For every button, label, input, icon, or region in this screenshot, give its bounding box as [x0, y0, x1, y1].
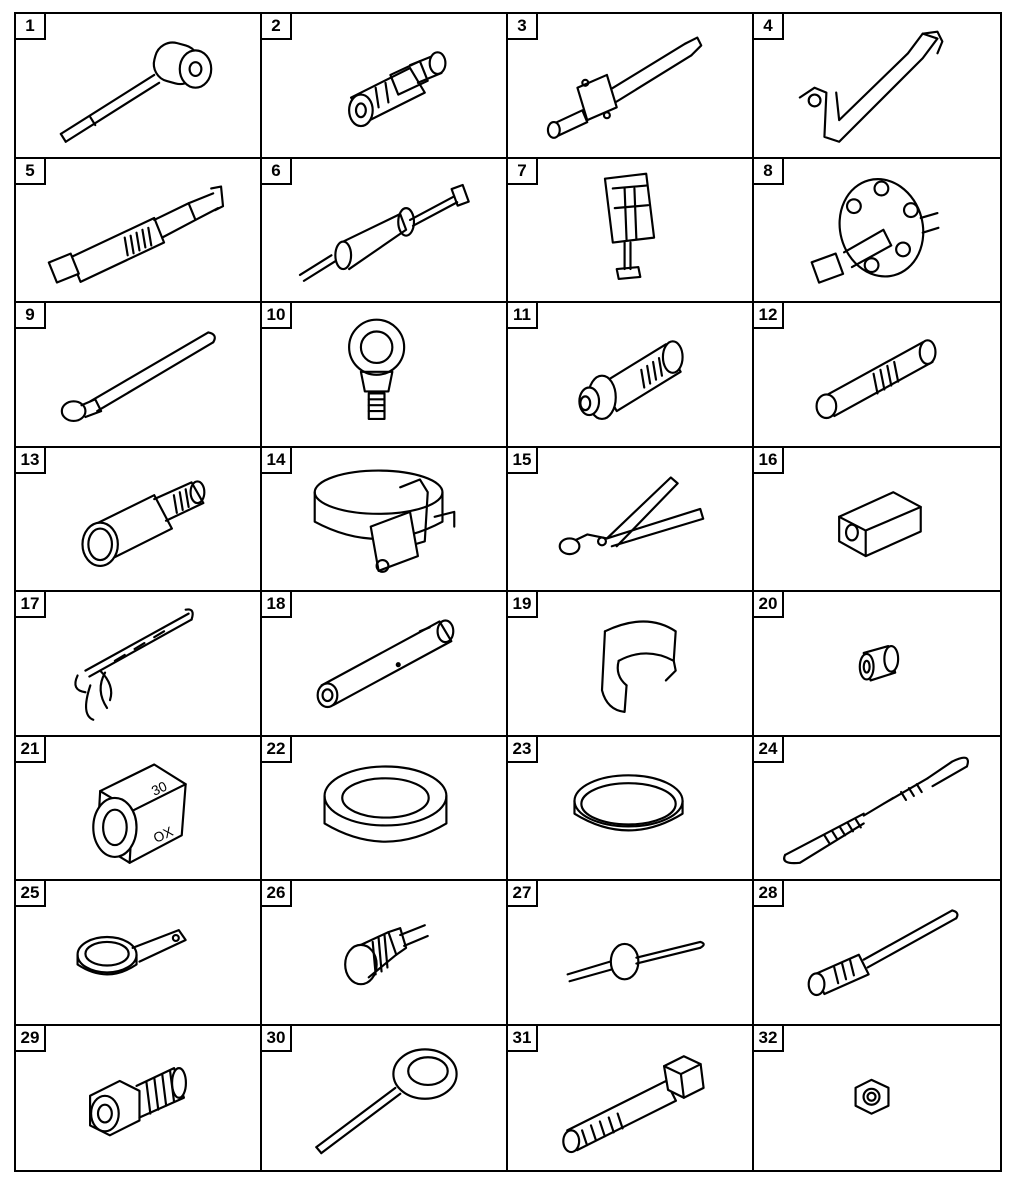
tool-cell-14	[262, 448, 508, 593]
clamp-fixture-icon	[508, 159, 752, 302]
threaded-fitting-icon	[16, 1026, 260, 1171]
tool-cell-32	[754, 1026, 1000, 1171]
tool-number: 22	[262, 737, 292, 763]
tool-number: 13	[16, 448, 46, 474]
tool-number: 24	[754, 737, 784, 763]
tool-number: 28	[754, 881, 784, 907]
svg-text:30: 30	[149, 778, 170, 799]
slide-hammer-icon	[262, 159, 506, 302]
tool-cell-23	[508, 737, 754, 882]
tool-number: 32	[754, 1026, 784, 1052]
tool-number: 8	[754, 159, 784, 185]
tool-number: 10	[262, 303, 292, 329]
tool-cell-21	[16, 737, 262, 882]
tool-number: 9	[16, 303, 46, 329]
thin-ring-icon	[508, 737, 752, 880]
tool-cell-4	[754, 14, 1000, 159]
tool-number: 19	[508, 592, 538, 618]
threaded-rod-icon	[754, 881, 1000, 1024]
tool-cell-13	[16, 448, 262, 593]
tool-cell-30	[262, 1026, 508, 1171]
tool-cell-27	[508, 881, 754, 1026]
tool-cell-18	[262, 592, 508, 737]
tool-number: 17	[16, 592, 46, 618]
tool-number: 30	[262, 1026, 292, 1052]
tool-cell-8	[754, 159, 1000, 304]
flange-puller-icon	[754, 159, 1000, 302]
tool-cell-3	[508, 14, 754, 159]
tool-number: 7	[508, 159, 538, 185]
tool-number: 1	[16, 14, 46, 40]
tool-cell-1	[16, 14, 262, 159]
sleeve-driver-icon	[16, 448, 260, 591]
band-clamp-icon	[262, 448, 506, 591]
tool-cell-15	[508, 448, 754, 593]
tool-number: 4	[754, 14, 784, 40]
tool-cell-25	[16, 881, 262, 1026]
tool-number: 27	[508, 881, 538, 907]
tool-cell-24	[754, 737, 1000, 882]
tool-cell-2	[262, 14, 508, 159]
tool-cell-29	[16, 1026, 262, 1171]
bent-lever-icon	[754, 14, 1000, 157]
tool-number: 15	[508, 448, 538, 474]
tool-cell-7	[508, 159, 754, 304]
spring-wire-loop-icon	[754, 737, 1000, 880]
tool-number: 23	[508, 737, 538, 763]
ring-spanner-icon	[16, 881, 260, 1024]
small-bushing-icon	[754, 592, 1000, 735]
tool-number: 21	[16, 737, 46, 763]
tool-cell-11	[508, 303, 754, 448]
curved-support-icon	[508, 592, 752, 735]
tool-number: 25	[16, 881, 46, 907]
stepped-adapter-icon	[262, 14, 506, 157]
pin-spanner-icon	[262, 1026, 506, 1171]
tool-number: 20	[754, 592, 784, 618]
tool-number: 3	[508, 14, 538, 40]
tool-cell-19	[508, 592, 754, 737]
tool-number: 12	[754, 303, 784, 329]
hex-nut-icon	[754, 1026, 1000, 1171]
tool-cell-31	[508, 1026, 754, 1171]
stepped-threaded-sleeve-icon	[508, 303, 752, 446]
tool-number: 2	[262, 14, 292, 40]
flanged-shaft-tool-icon	[508, 14, 752, 157]
tool-number: 11	[508, 303, 538, 329]
tool-cell-22	[262, 737, 508, 882]
threaded-tube-icon	[754, 303, 1000, 446]
tool-number: 5	[16, 159, 46, 185]
tool-grid	[14, 12, 1002, 1172]
pliers-icon	[508, 448, 752, 591]
rod-installer-icon	[16, 303, 260, 446]
gauge-probe-icon	[508, 881, 752, 1024]
tool-number: 26	[262, 881, 292, 907]
tool-cell-20	[754, 592, 1000, 737]
tool-cell-26	[262, 881, 508, 1026]
tool-cell-5	[16, 159, 262, 304]
hex-bolt-icon	[508, 1026, 752, 1171]
threaded-puller-icon	[16, 159, 260, 302]
hex-coupler-icon	[754, 448, 1000, 591]
flat-ring-icon	[262, 737, 506, 880]
tool-number: 14	[262, 448, 292, 474]
svg-text:OX: OX	[151, 823, 176, 846]
tool-number: 31	[508, 1026, 538, 1052]
tool-cell-9	[16, 303, 262, 448]
tool-cell-10	[262, 303, 508, 448]
tool-number: 29	[16, 1026, 46, 1052]
tool-cell-6	[262, 159, 508, 304]
tool-cell-12	[754, 303, 1000, 448]
tool-number: 18	[262, 592, 292, 618]
tool-number: 6	[262, 159, 292, 185]
t-handle-socket-wrench-icon	[16, 14, 260, 157]
hex-nut-socket-icon	[16, 737, 260, 880]
tool-cell-16	[754, 448, 1000, 593]
knurled-knob-screw-icon	[262, 881, 506, 1024]
slotted-tube-icon	[262, 592, 506, 735]
tool-cell-28	[754, 881, 1000, 1026]
tool-number: 16	[754, 448, 784, 474]
tool-cell-17	[16, 592, 262, 737]
eye-bolt-icon	[262, 303, 506, 446]
spring-hook-tool-icon	[16, 592, 260, 735]
